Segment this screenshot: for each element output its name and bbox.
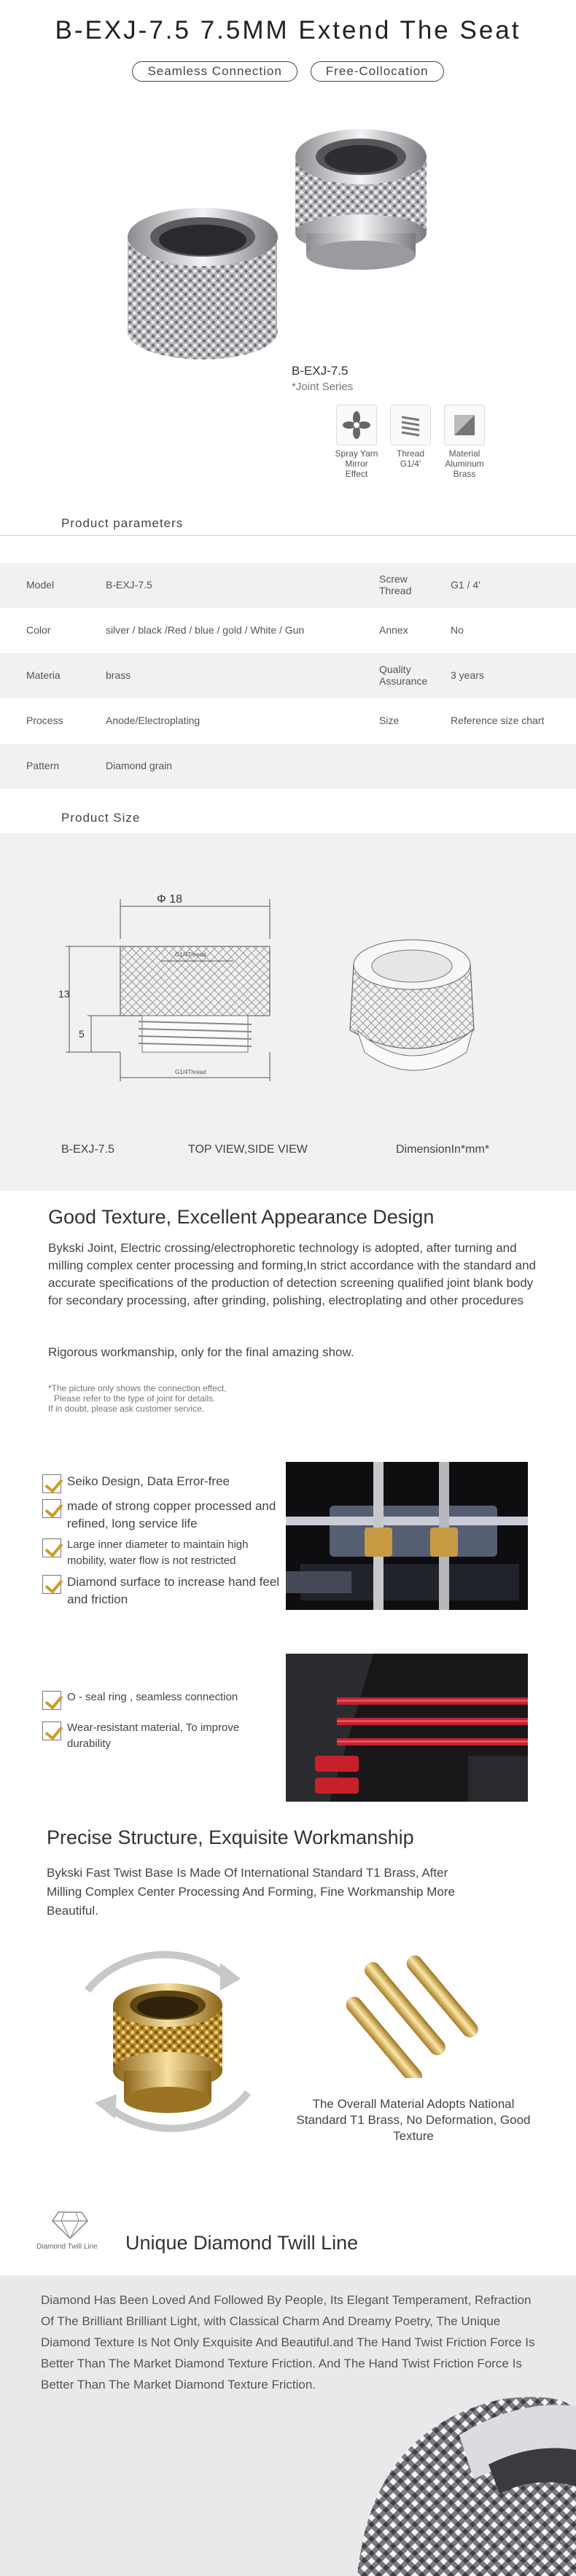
check-icon (42, 1499, 61, 1518)
list-item (42, 1573, 287, 1608)
param-value: 3 years (451, 669, 484, 681)
precise-body: Bykski Fast Twist Base Is Made Of International Standard T1 Brass, After Milling Complex Center Processing And Forming, Fine Workmanship More Beautiful. (47, 1866, 455, 1918)
note-line-1: *The picture only shows the connection effect, (48, 1383, 227, 1393)
parameters-heading: Product parameters (61, 516, 184, 530)
param-key: Screw Thread (379, 573, 412, 596)
size-view-caption: TOP VIEW,SIDE VIEW (188, 1143, 308, 1156)
feature-thread-label: Thread G1/4' (396, 448, 425, 469)
param-key: Size (379, 715, 400, 726)
checklist-primary (42, 1473, 287, 1608)
param-value: No (451, 624, 464, 636)
dim-diameter: Φ 18 (157, 893, 183, 906)
parameters-table (0, 563, 576, 789)
feature-icons (334, 405, 487, 479)
texture-heading: Good Texture, Excellent Appearance Design (48, 1206, 435, 1228)
series-name: *Joint Series (292, 381, 354, 393)
check-icon (42, 1474, 61, 1493)
list-item-text: Wear-resistant material, To improve durability (67, 1721, 240, 1750)
brass-rods-image (321, 1947, 503, 2078)
thread-label-top: G1/4Thread (175, 952, 206, 958)
dim-thread-length: 5 (79, 1028, 85, 1040)
feature-spray (334, 405, 379, 479)
install-photo-1 (286, 1462, 528, 1610)
param-key: Annex (379, 624, 408, 636)
feature-spray-label: Spray Yarn Mirror Effect (335, 448, 378, 479)
check-icon (42, 1538, 61, 1557)
thread-label-bottom: G1/4Thread (175, 1069, 206, 1075)
fitting-iso-view (350, 940, 474, 1070)
param-value: silver / black /Red / blue / gold / White / Gun (106, 624, 305, 636)
page-title: B-EXJ-7.5 7.5MM Extend The Seat (55, 16, 521, 44)
table-row (0, 699, 576, 744)
divider (0, 535, 576, 536)
thread-icon (390, 405, 431, 445)
param-key: Quality Assurance (379, 664, 428, 687)
param-value: B-EXJ-7.5 (106, 579, 152, 591)
param-key: Model (26, 579, 55, 591)
diamond-body: Diamond Has Been Loved And Followed By People, Its Elegant Temperament, Refraction Of The Brilliant Brilliant Light, with Classical Charm And Dreamy Poetry, The Unique Diamond Texture Is Not Only Exquisite And Beautiful.and The Hand Twist Friction Force Is Better Than The Market Diamond Texture Friction. And The Hand Twist Friction Force Is Better Than The Market Diamond Texture Friction. (41, 2293, 535, 2392)
precise-heading: Precise Structure, Exquisite Workmanship (47, 1826, 414, 1848)
brass-fitting-image (58, 1947, 277, 2136)
note-line-3: If in doubt, please ask customer service. (48, 1404, 205, 1414)
list-item (42, 1498, 287, 1533)
feature-material-label: Material Aluminum Brass (445, 448, 484, 479)
texture-tagline: Rigorous workmanship, only for the final amazing show. (48, 1345, 354, 1359)
table-row (0, 563, 576, 608)
table-row (0, 653, 576, 699)
table-row (0, 744, 576, 789)
fitting-front (128, 208, 278, 359)
check-icon (42, 1691, 61, 1710)
param-value: Diamond grain (106, 760, 173, 771)
param-value: Reference size chart (451, 715, 545, 726)
param-value: brass (106, 669, 131, 681)
diamond-heading: Unique Diamond Twill Line (125, 2232, 359, 2254)
param-key: Color (26, 624, 51, 636)
series-label (292, 363, 353, 395)
texture-body: Bykski Joint, Electric crossing/electrophoretic technology is adopted, after turning and milling complex center processing and forming,In strict accordance with the standard and accurate specifications of the production of detection screening qualified joint blank body for secondary processing, after grinding, polishing, electroplating and other procedures (48, 1241, 537, 1307)
list-item-text: Diamond surface to increase hand feel and friction (67, 1575, 280, 1606)
size-heading: Product Size (61, 811, 141, 825)
list-item-text: Seiko Design, Data Error-free (67, 1474, 230, 1488)
diamond-logo-text: Diamond Twill Line (36, 2243, 98, 2251)
check-icon (42, 1721, 61, 1740)
material-icon (444, 405, 485, 445)
list-item-text: Large inner diameter to maintain high mobility, water flow is not restricted (67, 1538, 249, 1567)
feature-material (442, 405, 487, 479)
dim-height: 13 (58, 988, 70, 1000)
diamond-closeup-image (343, 2384, 576, 2576)
list-item (42, 1473, 287, 1493)
list-item (42, 1720, 287, 1752)
brass-caption: The Overall Material Adopts National Standard T1 Brass, No Deformation, Good Texture (296, 2097, 531, 2143)
param-key: Pattern (26, 760, 60, 771)
check-icon (42, 1575, 61, 1594)
fitting-back (295, 129, 427, 270)
list-item-text: made of strong copper processed and refined, long service life (67, 1499, 276, 1530)
fitting-thread (139, 1016, 252, 1052)
feature-thread (388, 405, 433, 479)
size-model-caption: B-EXJ-7.5 (61, 1143, 114, 1156)
list-item-text: O - seal ring , seamless connection (67, 1691, 238, 1703)
param-key: Process (26, 715, 63, 726)
table-row (0, 608, 576, 653)
flower-icon (336, 405, 377, 445)
checklist-secondary (42, 1689, 287, 1752)
param-key: Materia (26, 669, 61, 681)
param-value: Anode/Electroplating (106, 715, 201, 726)
diamond-icon (51, 2209, 89, 2240)
pill-collocation: Free-Collocation (311, 61, 444, 82)
pill-seamless: Seamless Connection (132, 61, 297, 82)
note-line-2: Please refer to the type of joint for details. (54, 1393, 216, 1404)
param-value: G1 / 4' (451, 579, 480, 591)
list-item (42, 1689, 287, 1710)
series-code: B-EXJ-7.5 (292, 364, 349, 378)
hero-product-image (0, 0, 576, 496)
size-unit-caption: DimensionIn*mm* (396, 1143, 490, 1156)
list-item (42, 1537, 287, 1569)
install-photo-2 (286, 1654, 528, 1802)
dimension-drawing (0, 833, 576, 1140)
